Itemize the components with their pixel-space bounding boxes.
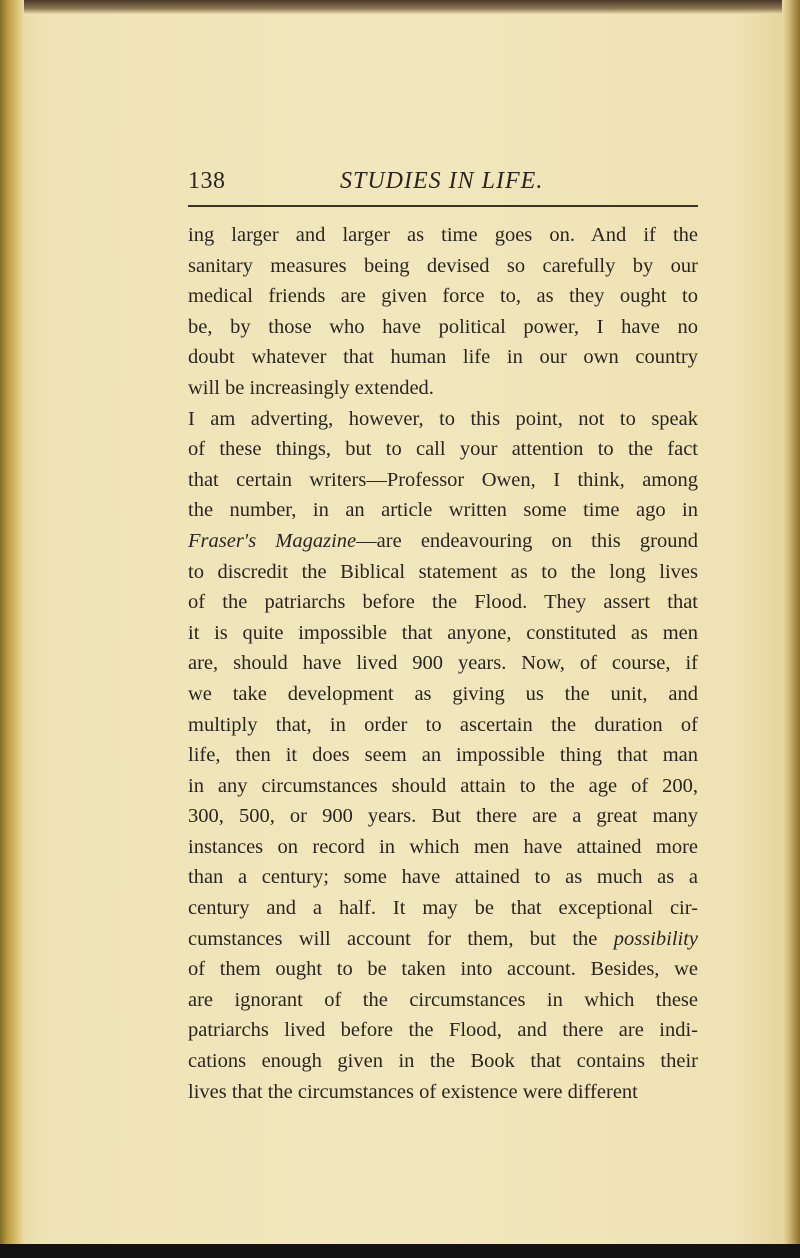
page-number: 138 [188, 168, 226, 194]
line-text: medical friends are given force to, as they ought to [188, 285, 698, 308]
page-header [188, 168, 698, 202]
line-text: it is quite impossible that anyone, constituted as men [188, 621, 698, 644]
line-text: of them ought to be taken into account. Besides, we [188, 958, 698, 981]
text-line [188, 648, 698, 679]
line-text: be, by those who have political power, I have no [188, 315, 698, 338]
text-line [188, 801, 698, 832]
text-line [188, 495, 698, 526]
text-line [188, 587, 698, 618]
text-line [188, 557, 698, 588]
line-text: cumstances will account for them, but the [188, 927, 598, 950]
line-text: than a century; some have attained to as much as a [188, 866, 698, 889]
text-line [188, 220, 698, 251]
text-line [188, 434, 698, 465]
line-text: —are endeavouring on this ground [356, 529, 698, 552]
text-line [188, 312, 698, 343]
text-line [188, 954, 698, 985]
text-line [188, 893, 698, 924]
line-text: I am adverting, however, to this point, not to speak [188, 407, 698, 430]
page-top-edge [0, 0, 800, 14]
text-line [188, 985, 698, 1016]
line-text: sanitary measures being devised so carefully by our [188, 254, 698, 277]
text-line [188, 1077, 698, 1108]
line-text: are, should have lived 900 years. Now, of course, if [188, 652, 698, 675]
text-line [188, 465, 698, 496]
header-rule [188, 205, 698, 207]
text-line [188, 342, 698, 373]
italic-title: Fraser's Magazine [188, 529, 357, 552]
text-line [188, 1015, 698, 1046]
text-line [188, 526, 698, 557]
line-text: cations enough given in the Book that contains their [188, 1050, 698, 1073]
text-line [188, 924, 698, 955]
running-title: STUDIES IN LIFE. [340, 168, 544, 194]
text-line [188, 862, 698, 893]
text-line [188, 832, 698, 863]
line-text: of these things, but to call your attention to the fact [188, 438, 698, 461]
line-text: patriarchs lived before the Flood, and there are indi- [188, 1019, 698, 1042]
text-line [188, 251, 698, 282]
text-line [188, 404, 698, 435]
italic-word: possibility [613, 927, 699, 950]
line-text: life, then it does seem an impossible thing that man [188, 744, 698, 767]
line-text: are ignorant of the circumstances in which these [188, 988, 698, 1011]
line-text: lives that the circumstances of existence were different [188, 1080, 638, 1103]
page-bottom-edge [0, 1244, 800, 1258]
line-text: we take development as giving us the unit, and [188, 682, 698, 705]
line-text: century and a half. It may be that exceptional cir- [188, 897, 698, 920]
page-right-edge [782, 0, 800, 1258]
line-text: that certain writers—Professor Owen, I think, among [188, 468, 698, 491]
line-text: will be increasingly extended. [188, 376, 434, 399]
page-gutter-edge [0, 0, 24, 1258]
line-text: ing larger and larger as time goes on. And if the [188, 224, 698, 246]
text-line [188, 1046, 698, 1077]
line-text: multiply that, in order to ascertain the duration of [188, 713, 698, 736]
text-line [188, 281, 698, 312]
text-line [188, 679, 698, 710]
text-line [188, 771, 698, 802]
line-text: to discredit the Biblical statement as to the long lives [188, 560, 698, 583]
line-text: the number, in an article written some time ago in [188, 499, 698, 522]
line-text: of the patriarchs before the Flood. They assert that [188, 591, 698, 614]
text-line [188, 740, 698, 771]
body-text [188, 220, 698, 1107]
line-text: doubt whatever that human life in our own country [188, 346, 698, 369]
text-line [188, 618, 698, 649]
text-line [188, 373, 698, 404]
line-text: in any circumstances should attain to the age of 200, [188, 774, 698, 797]
text-line [188, 710, 698, 741]
line-text: 300, 500, or 900 years. But there are a great many [188, 805, 698, 828]
line-text: instances on record in which men have attained more [188, 835, 698, 858]
